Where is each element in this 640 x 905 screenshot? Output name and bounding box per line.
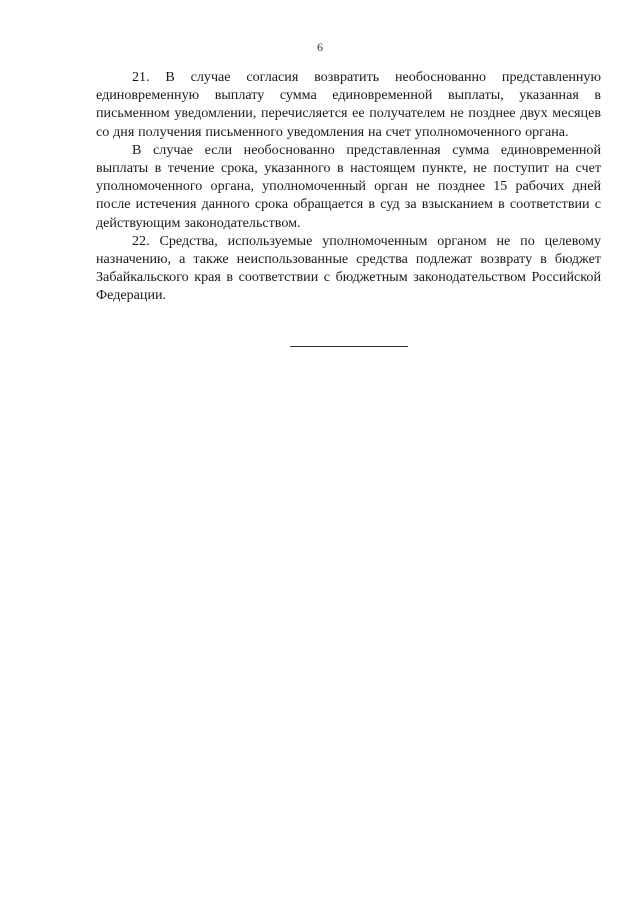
document-body [96,68,601,305]
paragraph-21: 21. В случае согласия возвратить необоснованно представленную единовременную выплату сумма единовременной выплаты, указанная в письменном уведомлении, перечисляется ее получателем не позднее двух месяцев со дня получения письменного уведомления на счет уполномоченного органа. [96,69,601,140]
paragraph-22: 22. Средства, используемые уполномоченным органом не по целевому назначению, а также неиспользованные средства подлежат возврату в бюджет Забайкальского края в соответствии с бюджетным законодательством Российской Федерации. [96,232,601,304]
page-number: 6 [317,40,323,54]
paragraph-21-continuation: В случае если необоснованно представленная сумма единовременной выплаты в течение срока, указанного в настоящем пункте, не поступит на счет уполномоченного органа, уполномоченный орган не позднее 15 рабочих дней после истечения данного срока обращается в суд за взысканием в соответствии с действующим законодательством. [96,141,601,231]
end-of-text-divider [290,346,408,347]
